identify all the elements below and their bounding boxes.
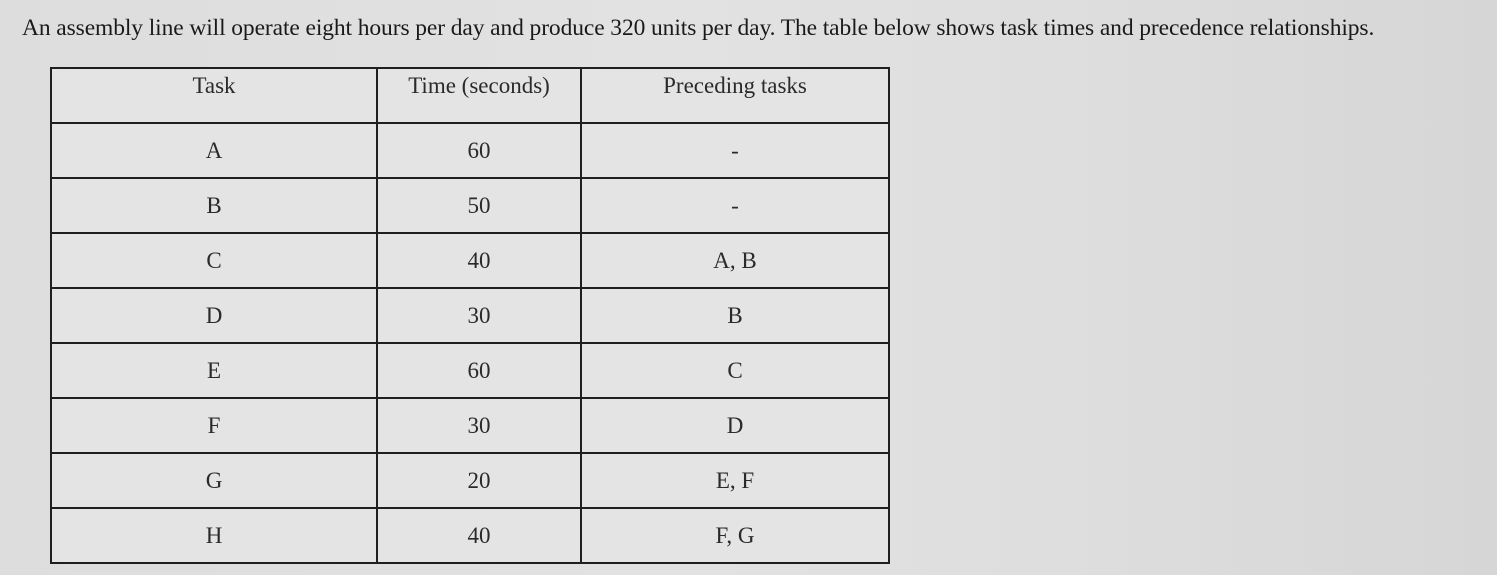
task-cell: H — [51, 508, 377, 563]
task-cell: A — [51, 123, 377, 178]
table-row — [51, 343, 889, 398]
time-cell: 40 — [377, 233, 581, 288]
task-cell: B — [51, 178, 377, 233]
task-cell: C — [51, 233, 377, 288]
table-row — [51, 398, 889, 453]
task-cell: D — [51, 288, 377, 343]
preceding-cell: D — [581, 398, 889, 453]
header-task: Task — [51, 68, 377, 123]
task-cell: F — [51, 398, 377, 453]
table-row — [51, 178, 889, 233]
task-precedence-table — [50, 67, 890, 564]
preceding-cell: E, F — [581, 453, 889, 508]
task-cell: G — [51, 453, 377, 508]
time-cell: 30 — [377, 398, 581, 453]
preceding-cell: A, B — [581, 233, 889, 288]
time-cell: 20 — [377, 453, 581, 508]
table-row — [51, 508, 889, 563]
time-cell: 40 — [377, 508, 581, 563]
header-preceding: Preceding tasks — [581, 68, 889, 123]
table-row — [51, 123, 889, 178]
preceding-cell: - — [581, 178, 889, 233]
time-cell: 60 — [377, 343, 581, 398]
header-time: Time (seconds) — [377, 68, 581, 123]
table-row — [51, 233, 889, 288]
preceding-cell: - — [581, 123, 889, 178]
preceding-cell: F, G — [581, 508, 889, 563]
table-row — [51, 288, 889, 343]
time-cell: 50 — [377, 178, 581, 233]
time-cell: 30 — [377, 288, 581, 343]
table-header-row — [51, 68, 889, 123]
task-cell: E — [51, 343, 377, 398]
preceding-cell: C — [581, 343, 889, 398]
preceding-cell: B — [581, 288, 889, 343]
table-row — [51, 453, 889, 508]
problem-statement: An assembly line will operate eight hours per day and produce 320 units per day. The table below shows task times and precedence relationships. — [22, 15, 1375, 41]
time-cell: 60 — [377, 123, 581, 178]
